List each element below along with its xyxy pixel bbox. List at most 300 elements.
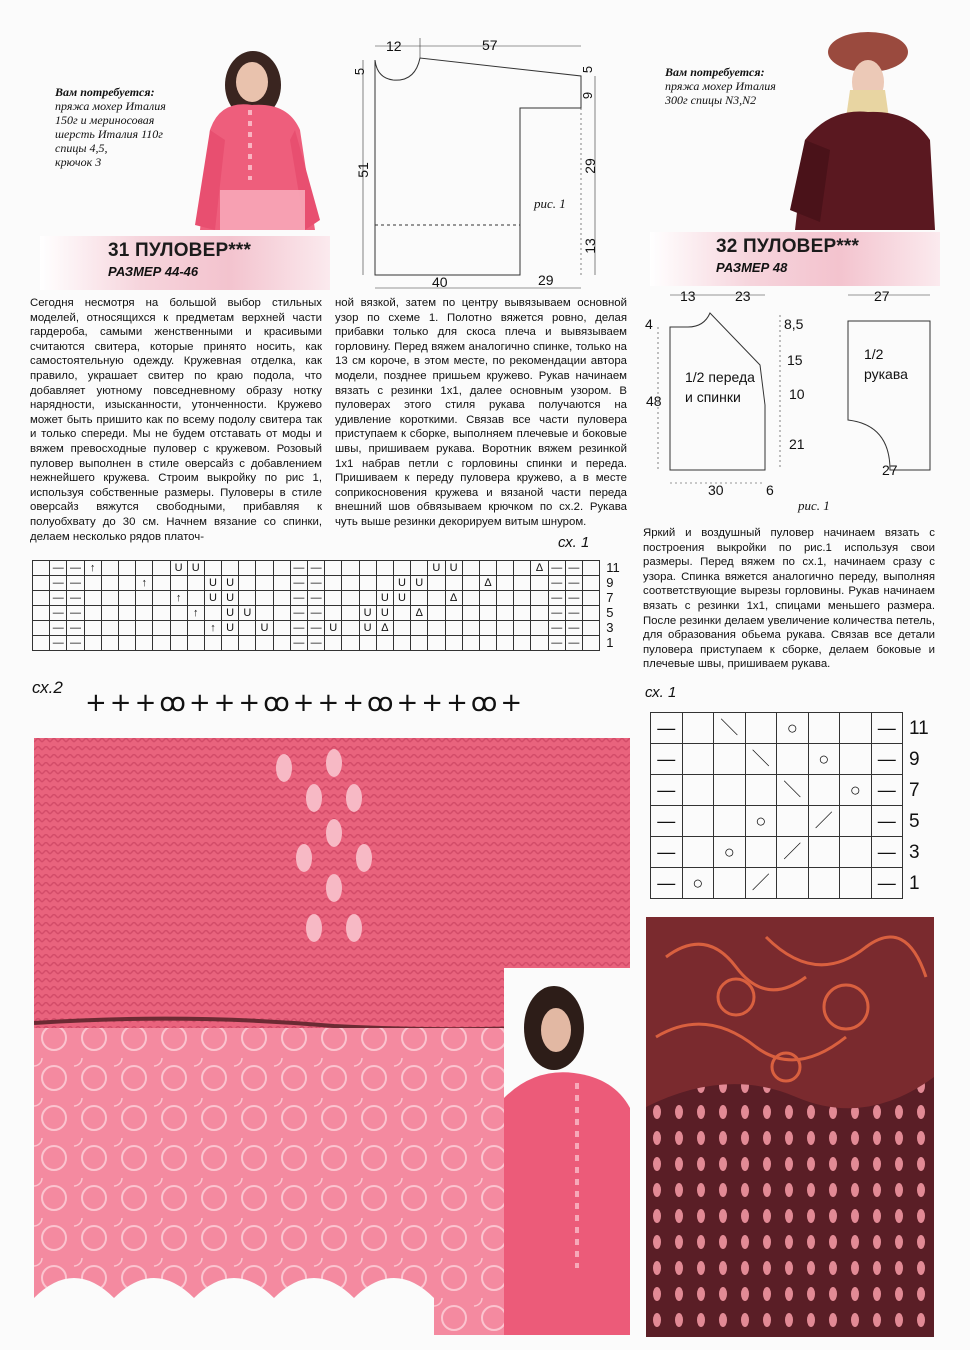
chart-cell — [531, 606, 548, 621]
chart-cell: ↑ — [204, 621, 221, 636]
chart-row — [33, 576, 627, 591]
chart-cell — [118, 591, 135, 606]
chart-cell — [514, 561, 531, 576]
chart-cell — [777, 868, 809, 899]
chart-cell: — — [67, 561, 84, 576]
body-text-32: Яркий и воздушный пуловер начинаем вязать с построения выкройки по рис.1 используя свои размеры. Перед вяжем по сх.1, начинаем сразу с узора. Спинка вяжется аналогично переду, выполняя соответствующие вырезы горловины. Рукав начинаем вязать с резинки 1x1, спицами меньшего размера. После резинки делаем увеличение количества петель, для образования обьема рукава. Связав все детали пуловера приступаем к сборке, делаем боковые и плечевые швы, пришиваем рукава. — [643, 527, 935, 671]
chart-cell — [101, 621, 118, 636]
chart-cell — [187, 621, 204, 636]
chart-cell — [187, 636, 204, 651]
chart-cell: U — [222, 591, 239, 606]
chart-cell — [445, 636, 462, 651]
chart-cell — [256, 576, 273, 591]
chart-cell — [222, 636, 239, 651]
chart-cell — [33, 591, 50, 606]
chart-cell: — — [290, 561, 307, 576]
chart-cell: U — [428, 561, 445, 576]
dim-label: 6 — [766, 482, 774, 498]
chart-cell: — — [308, 606, 325, 621]
sleeve-label: 1/2 рукава — [864, 346, 908, 382]
chart-cell — [445, 576, 462, 591]
chart-cell — [170, 621, 187, 636]
chart-cell — [840, 837, 872, 868]
row-number: 5 — [606, 605, 614, 620]
chart-row — [651, 744, 941, 775]
chart-cell — [376, 636, 393, 651]
pattern-diagram-31 — [345, 30, 615, 295]
row-number: 7 — [606, 590, 614, 605]
dim-label: 13 — [581, 238, 598, 254]
chart-cell: U — [187, 561, 204, 576]
chart-cell — [808, 713, 840, 744]
chart-cell — [153, 621, 170, 636]
chart-cell — [342, 576, 359, 591]
chart-cell — [428, 621, 445, 636]
chart-cell — [376, 561, 393, 576]
dim-label: 5 — [352, 67, 368, 76]
chart-cell — [118, 561, 135, 576]
chart-row — [33, 606, 627, 621]
chart-cell — [531, 576, 548, 591]
chart-cell — [808, 837, 840, 868]
dim-label: 29 — [581, 158, 598, 174]
chart-cell: U — [204, 591, 221, 606]
chart-row — [651, 806, 941, 837]
chart-cell — [714, 868, 746, 899]
chart-cell — [273, 636, 290, 651]
chart-cell — [497, 636, 514, 651]
chart-cell — [342, 636, 359, 651]
chart-cell: U — [170, 561, 187, 576]
chart-cell — [33, 606, 50, 621]
chart-cell: — — [565, 636, 582, 651]
chart-cell — [531, 636, 548, 651]
chart-cell: U — [393, 591, 410, 606]
requirements-line: 150г и мериносовая — [55, 113, 155, 127]
dim-label: 40 — [432, 274, 448, 290]
chart-cell: — — [651, 744, 683, 775]
figure-caption: рис. 1 — [534, 196, 566, 211]
chart-cell — [342, 621, 359, 636]
dim-label: 9 — [580, 91, 596, 100]
chart-row — [651, 868, 941, 899]
chart-cell: — — [290, 576, 307, 591]
figure-caption: рис. 1 — [798, 498, 830, 513]
dim-label: 57 — [482, 37, 498, 53]
chart-cell — [256, 636, 273, 651]
chart-cell — [101, 636, 118, 651]
row-number: 11 — [909, 717, 929, 739]
chart-cell — [808, 868, 840, 899]
chart-cell — [777, 806, 809, 837]
row-number: 7 — [909, 779, 920, 801]
chart-cell: — — [290, 636, 307, 651]
chart-cell: — — [651, 713, 683, 744]
dim-label: 27 — [882, 462, 898, 478]
chart-cell: ＼ — [745, 744, 777, 775]
chart-cell — [583, 561, 600, 576]
chart-cell: ○ — [840, 775, 872, 806]
dim-label: 15 — [787, 352, 803, 368]
chart-cell — [170, 636, 187, 651]
chart-cell: ↑ — [136, 576, 153, 591]
chart-cell: ∆ — [411, 606, 428, 621]
dim-label: 12 — [386, 38, 402, 54]
body-text-31-col1: Сегодня несмотря на большой выбор стильных моделей, относящихся к предметам верхней части гардероба, самыми женственными и красивыми считаются свитера, которые принято носить, как самостоятельную одежду. Кружевная отделка, как правило, украшает свитер по краю подола, что добавляет уютному повседневному образу нотку нарядности, изысканности, утонченности. Кружево может быть пришито как по всему подолу свитера так и только спереди. Мы не будем отставать от моды и вяжем превосходные пуловер с кружевом. Розовый пуловер выполнен в стиле оверсайз с добавлением нежнейшего кружева. Строим выкройку по рис 1, используя собственные размеры. Пуловеры в стиле оверсайз вяжутся свободными, прибавляя к полуобхвату до 30 см. Начнем вязание со спинки, делаем несколько рядов платоч- — [30, 297, 322, 543]
chart-cell: — — [308, 621, 325, 636]
chart-cell — [745, 775, 777, 806]
chart-cell — [514, 576, 531, 591]
chart-cell: ↑ — [187, 606, 204, 621]
chart-cell — [153, 561, 170, 576]
chart-cell: — — [308, 636, 325, 651]
chart-cell: — — [871, 775, 903, 806]
chart-cell — [204, 561, 221, 576]
chart-row — [33, 591, 627, 606]
lace-closeup-photo — [34, 738, 630, 1335]
row-number: 3 — [606, 620, 614, 635]
chart-cell: U — [359, 606, 376, 621]
chart-row — [651, 775, 941, 806]
chart-cell — [273, 591, 290, 606]
model-photo-31 — [190, 30, 330, 235]
chart-cell — [118, 606, 135, 621]
chart-cell — [514, 621, 531, 636]
chart-cell — [33, 561, 50, 576]
chart-cell: — — [548, 621, 565, 636]
chart-cell: — — [50, 621, 67, 636]
chart-cell: — — [871, 837, 903, 868]
chart-cell — [411, 591, 428, 606]
chart-cell: — — [50, 591, 67, 606]
chart-cell — [118, 636, 135, 651]
chart-cell: ○ — [777, 713, 809, 744]
chart-cell — [359, 636, 376, 651]
chart-cell: — — [871, 744, 903, 775]
lace-closeup-photo-32 — [646, 917, 934, 1337]
chart-cell: — — [50, 606, 67, 621]
chart-cell: ↑ — [84, 561, 101, 576]
chart-cell: ＼ — [714, 713, 746, 744]
chart-cell — [273, 621, 290, 636]
knitting-chart-32 — [650, 712, 941, 899]
dim-label: 30 — [708, 482, 724, 498]
chart-cell: — — [308, 561, 325, 576]
chart-cell — [84, 576, 101, 591]
chart-cell — [393, 606, 410, 621]
chart-cell: ↑ — [170, 591, 187, 606]
chart-cell: — — [290, 621, 307, 636]
chart-cell — [745, 837, 777, 868]
chart-cell: ○ — [714, 837, 746, 868]
chart-row — [651, 713, 941, 744]
chart-cell: ／ — [777, 837, 809, 868]
chart-cell — [583, 621, 600, 636]
row-number: 1 — [606, 635, 614, 650]
chart-cell — [840, 744, 872, 775]
chart-cell: — — [308, 576, 325, 591]
chart-cell — [118, 621, 135, 636]
chart-cell: — — [651, 868, 683, 899]
chart-cell — [714, 744, 746, 775]
chart-cell: — — [290, 606, 307, 621]
dim-label: 29 — [538, 272, 554, 288]
chart-cell — [479, 561, 496, 576]
row-number: 5 — [909, 810, 920, 832]
knitting-chart-31 — [32, 560, 627, 651]
chart-cell — [514, 606, 531, 621]
chart-cell: U — [239, 606, 256, 621]
chart-cell: — — [651, 837, 683, 868]
chart-cell — [136, 591, 153, 606]
chart-caption-32: сх. 1 — [645, 684, 677, 701]
chart-cell: U — [411, 576, 428, 591]
chart-cell — [445, 606, 462, 621]
chart-cell — [256, 591, 273, 606]
chart-cell: U — [204, 576, 221, 591]
chart-cell — [325, 606, 342, 621]
chart-cell — [136, 636, 153, 651]
chart-cell — [273, 561, 290, 576]
chart-cell: ○ — [808, 744, 840, 775]
chart-cell — [187, 576, 204, 591]
chart-cell — [84, 636, 101, 651]
chart-cell: ／ — [745, 868, 777, 899]
pattern-size-32: РАЗМЕР 48 — [716, 260, 788, 275]
chart-cell — [136, 561, 153, 576]
chart-cell — [153, 636, 170, 651]
dim-label: 13 — [680, 288, 696, 304]
requirements-title: Вам потребуется: — [55, 85, 155, 99]
chart-cell: — — [565, 591, 582, 606]
chart-cell — [745, 713, 777, 744]
row-number: 11 — [606, 560, 620, 575]
chart2-caption: сх.2 — [32, 678, 63, 697]
chart-cell — [239, 561, 256, 576]
chart-cell — [239, 591, 256, 606]
chart-cell — [682, 806, 714, 837]
chart-cell: U — [393, 576, 410, 591]
requirements-line: пряжа мохер Италия — [665, 79, 776, 93]
chart-cell — [84, 591, 101, 606]
chart-cell: — — [67, 606, 84, 621]
chart-cell — [497, 576, 514, 591]
chart-cell: ○ — [682, 868, 714, 899]
chart-cell — [682, 744, 714, 775]
chart-cell — [479, 636, 496, 651]
chart-cell — [411, 621, 428, 636]
requirements-line: 300г спицы N3,N2 — [665, 93, 757, 107]
row-number: 9 — [606, 575, 614, 590]
chart-cell — [777, 744, 809, 775]
chart-cell — [462, 606, 479, 621]
chart-cell — [840, 806, 872, 837]
chart-cell — [187, 591, 204, 606]
dim-label: 4 — [645, 316, 653, 332]
row-number: 9 — [909, 748, 920, 770]
chart-cell: ∆ — [376, 621, 393, 636]
chart-cell — [682, 713, 714, 744]
chart-cell — [325, 576, 342, 591]
chart-cell — [153, 606, 170, 621]
chart-cell — [342, 561, 359, 576]
chart-cell — [462, 576, 479, 591]
chart-cell — [153, 591, 170, 606]
chart-cell — [101, 606, 118, 621]
chart-cell — [136, 621, 153, 636]
chart-cell — [682, 837, 714, 868]
chart-cell — [256, 561, 273, 576]
row-number: 3 — [909, 841, 920, 863]
chart-cell — [497, 591, 514, 606]
chart-cell: — — [548, 591, 565, 606]
chart-cell — [497, 561, 514, 576]
chart-cell: — — [67, 636, 84, 651]
chart-cell — [84, 606, 101, 621]
chart-cell: ／ — [808, 806, 840, 837]
requirements-31 — [55, 85, 195, 169]
chart-cell: ○ — [745, 806, 777, 837]
chart-cell: — — [308, 591, 325, 606]
chart-cell — [33, 621, 50, 636]
chart-cell: U — [359, 621, 376, 636]
chart-cell: ∆ — [479, 576, 496, 591]
chart-cell — [428, 576, 445, 591]
chart-cell — [428, 591, 445, 606]
chart-row — [33, 621, 627, 636]
dim-label: 23 — [735, 288, 751, 304]
chart-cell — [118, 576, 135, 591]
chart-cell — [256, 606, 273, 621]
chart-cell: U — [222, 621, 239, 636]
chart-cell: U — [222, 576, 239, 591]
chart-cell — [325, 561, 342, 576]
chart-cell — [222, 561, 239, 576]
chart-cell: — — [651, 806, 683, 837]
body-text-31-col2: ной вязкой, затем по центру вывязываем основной узор по схеме 1. Полотно вяжется ровно, делая прибавки только для скоса плеча и вывязываем горловину. Перед вяжем аналогично спинке, только на 13 см короче, в этом месте, по рекомендации автора модели, позднее пришьем кружево. Рукав начинаем вязать с резинки 1x1, далее основным узором. В пуловерах этого стиля рукава получаются на удивление короткими. Связав все части пуловера приступаем к сборке, выполняем плечевые и боковые швы, пришиваем рукава. Воротник вяжем резинкой 1x1 набрав петли с горловины спинки и переда. Пришиваем к переду пуловера кружево, а в месте соприкосновения кружева и вязаной части переда внешний шов обвязываем крючком по сх.2. Рукава чуть выше резинки декорируем витым шнуром. — [335, 297, 627, 528]
chart-cell — [325, 636, 342, 651]
chart-cell — [497, 606, 514, 621]
chart-cell — [273, 576, 290, 591]
chart-cell: — — [290, 591, 307, 606]
chart-cell — [514, 591, 531, 606]
chart-cell: — — [548, 576, 565, 591]
chart-row — [651, 837, 941, 868]
chart-cell — [497, 621, 514, 636]
chart-cell: — — [871, 806, 903, 837]
chart-cell — [342, 591, 359, 606]
chart-cell — [808, 775, 840, 806]
row-number: 1 — [909, 872, 920, 894]
pattern-title-31: 31 ПУЛОВЕР*** — [108, 240, 252, 261]
chart-cell — [136, 606, 153, 621]
chart-cell — [583, 576, 600, 591]
chart-cell: U — [325, 621, 342, 636]
chart-row — [33, 636, 627, 651]
chart-cell — [411, 561, 428, 576]
chart-cell — [428, 606, 445, 621]
chart-cell — [411, 636, 428, 651]
chart-cell — [462, 591, 479, 606]
chart-cell — [204, 636, 221, 651]
chart-cell — [531, 591, 548, 606]
model-photo-32 — [790, 30, 935, 230]
dim-label: 51 — [354, 162, 371, 178]
chart-cell — [714, 775, 746, 806]
dim-label: 21 — [789, 436, 805, 452]
chart-cell — [583, 591, 600, 606]
chart-cell — [239, 576, 256, 591]
chart-cell — [101, 576, 118, 591]
chart-cell — [393, 621, 410, 636]
chart-cell: U — [445, 561, 462, 576]
requirements-32 — [665, 65, 805, 107]
chart-cell: — — [565, 606, 582, 621]
chart-cell: — — [67, 591, 84, 606]
chart-cell — [840, 868, 872, 899]
chart-cell — [393, 636, 410, 651]
chart-cell — [170, 576, 187, 591]
chart-cell — [531, 621, 548, 636]
chart-cell: — — [548, 606, 565, 621]
chart-cell: — — [67, 621, 84, 636]
chart-cell: ＼ — [777, 775, 809, 806]
chart-cell — [479, 591, 496, 606]
chart-cell — [462, 621, 479, 636]
requirements-title: Вам потребуется: — [665, 65, 765, 79]
chart-cell — [428, 636, 445, 651]
chart-cell: — — [565, 561, 582, 576]
dim-label: 8,5 — [784, 316, 804, 332]
chart-cell — [714, 806, 746, 837]
chart-cell: — — [871, 868, 903, 899]
requirements-line: крючок 3 — [55, 155, 102, 169]
chart-cell — [359, 576, 376, 591]
chart-cell — [204, 606, 221, 621]
dim-label: 27 — [874, 288, 890, 304]
chart-cell — [462, 636, 479, 651]
chart-cell: — — [67, 576, 84, 591]
chart-cell — [359, 591, 376, 606]
chart-cell — [170, 606, 187, 621]
chart-cell: U — [376, 606, 393, 621]
pattern-size-31: РАЗМЕР 44-46 — [108, 264, 199, 279]
crochet-chart-2: +++ꝏ+++ꝏ+++ꝏ+++ꝏ+ — [85, 688, 526, 718]
pattern-title-32: 32 ПУЛОВЕР*** — [716, 236, 860, 257]
chart-cell — [273, 606, 290, 621]
chart-cell — [462, 561, 479, 576]
chart-cell — [445, 621, 462, 636]
chart-cell: — — [565, 576, 582, 591]
front-back-label: 1/2 переда и спинки — [685, 369, 755, 405]
chart-cell — [325, 591, 342, 606]
chart-cell — [33, 576, 50, 591]
chart-cell: — — [548, 636, 565, 651]
chart-cell — [479, 621, 496, 636]
chart-caption-31: сх. 1 — [558, 534, 590, 551]
chart-row — [33, 561, 627, 576]
chart-cell: ∆ — [445, 591, 462, 606]
chart-cell: U — [376, 591, 393, 606]
requirements-line: пряжа мохер Италия — [55, 99, 166, 113]
requirements-line: шерсть Италия 110г — [55, 127, 163, 141]
chart-cell — [682, 775, 714, 806]
chart-cell — [84, 621, 101, 636]
dim-label: 5 — [580, 65, 596, 74]
chart-cell — [101, 591, 118, 606]
dim-label: 10 — [789, 386, 805, 402]
chart-cell: U — [222, 606, 239, 621]
